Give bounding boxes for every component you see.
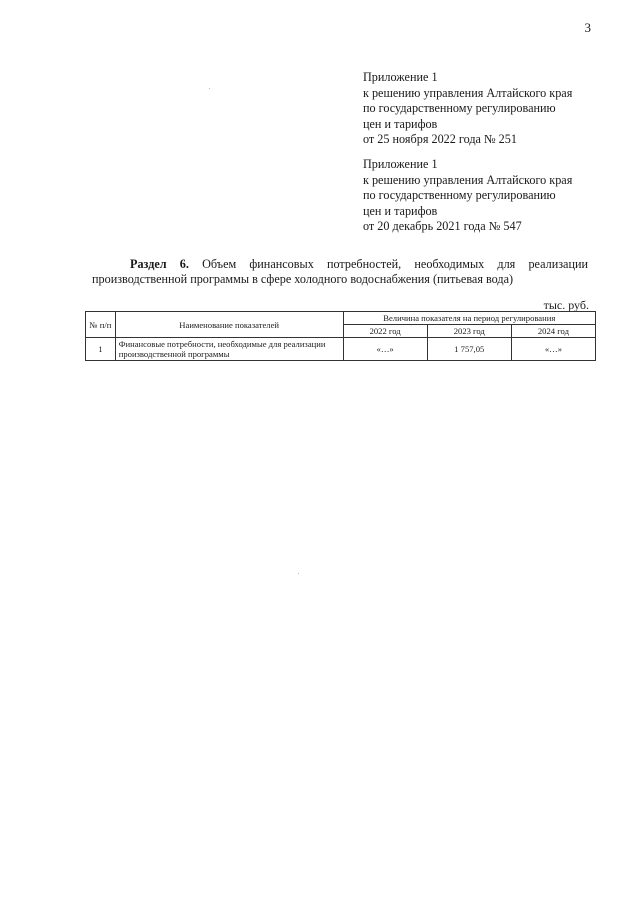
appendix-date-line: от 25 ноября 2022 года № 251 bbox=[363, 132, 517, 147]
appendix-line: цен и тарифов bbox=[363, 116, 438, 131]
header-year-2024: 2024 год bbox=[511, 325, 595, 338]
scan-speck bbox=[209, 88, 210, 89]
table-header-row bbox=[86, 312, 596, 325]
row-indicator-name: Финансовые потребности, необходимые для реализации производственной программы bbox=[115, 338, 343, 361]
page-number: 3 bbox=[584, 20, 591, 35]
header-indicator-name: Наименование показателей bbox=[115, 312, 343, 338]
appendix-line: к решению управления Алтайского края bbox=[363, 172, 573, 187]
scan-speck bbox=[298, 573, 299, 574]
header-year-2022: 2022 год bbox=[343, 325, 427, 338]
financial-needs-table bbox=[85, 311, 596, 361]
row-value-2024: «…» bbox=[511, 338, 595, 361]
row-value-2023: 1 757,05 bbox=[427, 338, 511, 361]
header-number: № п/п bbox=[86, 312, 116, 338]
row-value-2022: «…» bbox=[343, 338, 427, 361]
appendix-line: цен и тарифов bbox=[363, 203, 438, 218]
appendix-line: к решению управления Алтайского края bbox=[363, 85, 573, 100]
appendix-line: по государственному регулированию bbox=[363, 188, 556, 203]
appendix-line: по государственному регулированию bbox=[363, 101, 556, 116]
section-label: Раздел 6. bbox=[130, 257, 189, 271]
appendix-line: Приложение 1 bbox=[363, 157, 438, 171]
header-year-2023: 2023 год bbox=[427, 325, 511, 338]
row-number: 1 bbox=[86, 338, 116, 361]
appendix-previous-block bbox=[363, 157, 613, 235]
appendix-date-line: от 20 декабрь 2021 года № 547 bbox=[363, 219, 522, 234]
header-period-group: Величина показателя на период регулирования bbox=[343, 312, 595, 325]
appendix-current-block bbox=[363, 70, 613, 148]
section-title: Объем финансовых потребностей, необходимых для реализации производственной программы в сфере холодного водоснабжения (питьевая вода) bbox=[92, 257, 589, 286]
appendix-line: Приложение 1 bbox=[363, 70, 438, 84]
section-heading bbox=[92, 257, 588, 286]
table-row bbox=[86, 338, 596, 361]
units-label: тыс. руб. bbox=[543, 298, 589, 312]
